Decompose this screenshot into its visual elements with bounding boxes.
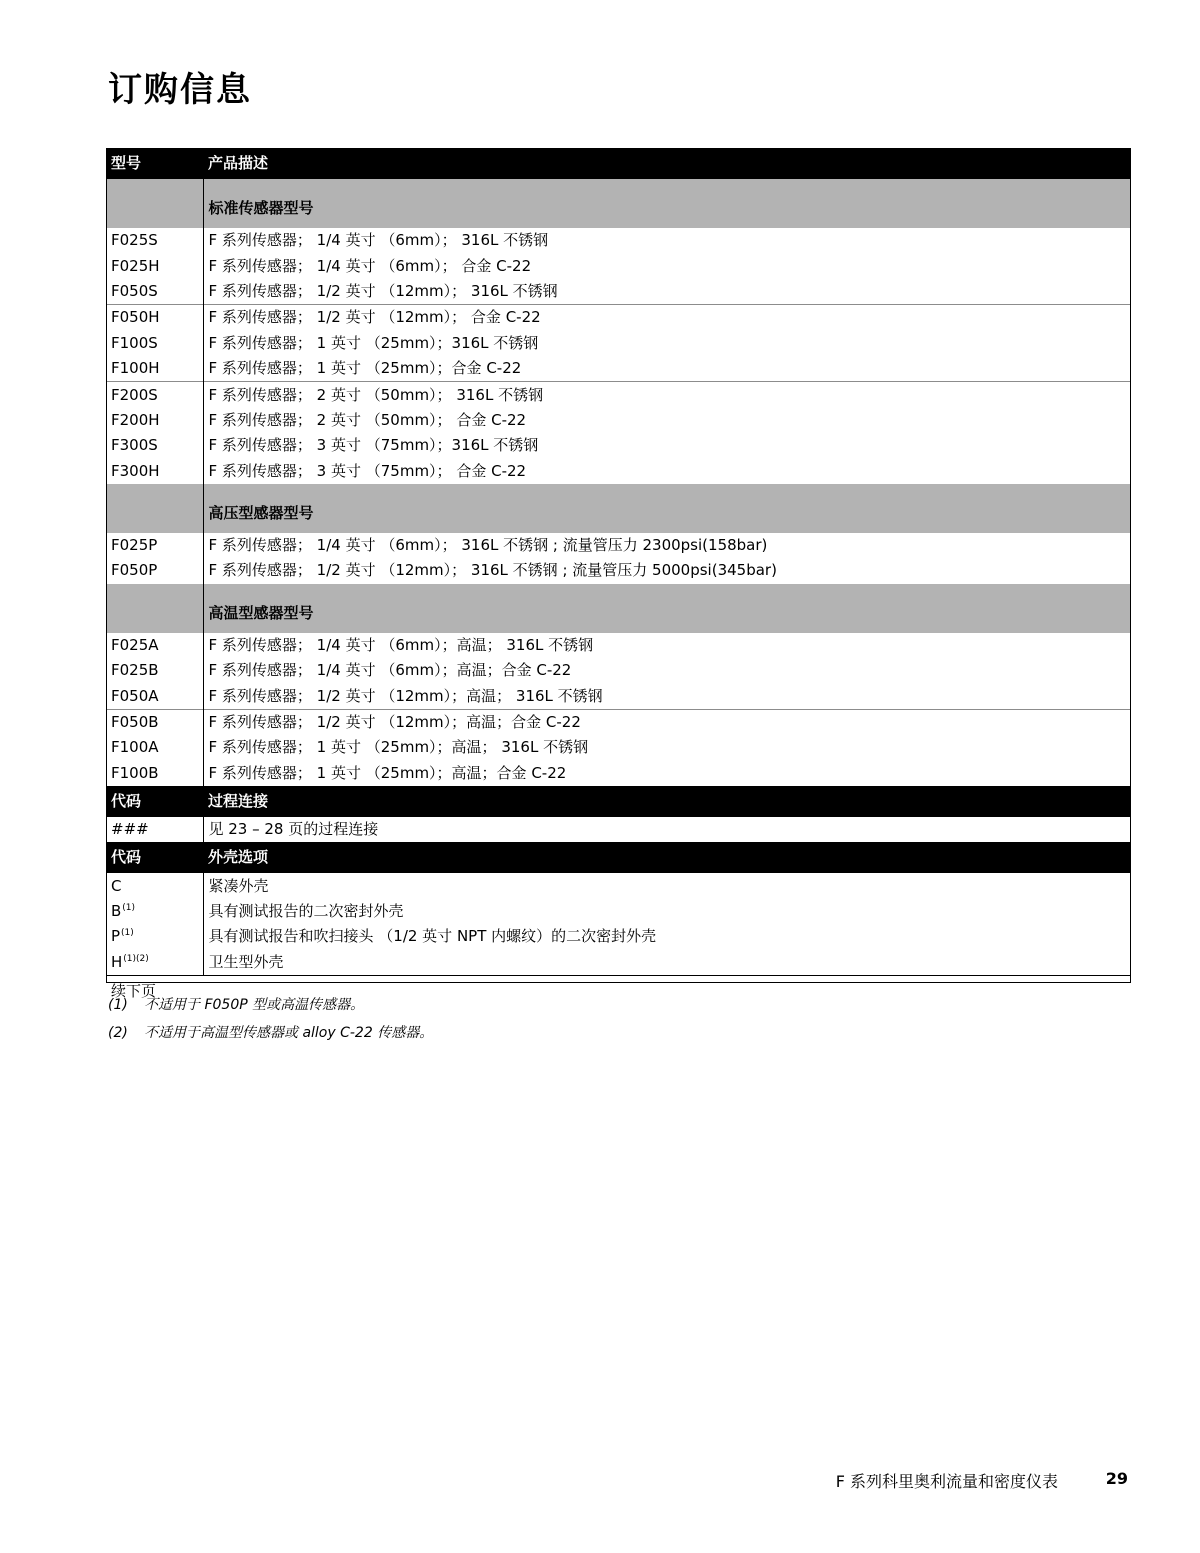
table-row [106,761,1131,786]
group-heading-row [106,584,1131,633]
header-model: 型号 [106,148,203,179]
table-row [106,331,1131,356]
housing-code-cell [106,873,203,898]
group-heading: 标准传感器型号 [203,179,1131,228]
housing-code-cell [106,899,203,924]
model-code: F200S [106,382,203,408]
model-description: F 系列传感器； 3 英寸 （75mm）；316L 不锈钢 [208,436,539,455]
model-code: F300H [106,459,203,484]
model-description: F 系列传感器； 2 英寸 （50mm）； 316L 不锈钢 [203,382,1131,408]
footnote-number: (1) [108,997,128,1013]
process-code: ### [106,817,203,842]
model-code: F050H [106,305,203,331]
table-row [106,873,1131,898]
table-row [106,709,1131,735]
model-code: F025S [106,228,203,253]
model-description: F 系列传感器； 1/4 英寸 （6mm）；高温； 316L 不锈钢 [208,635,594,654]
housing-code: P [111,927,121,946]
model-description: F 系列传感器； 1/2 英寸 （12mm）； 316L 不锈钢 ; 流量管压力 5000psi(345bar) [208,561,777,580]
header-code: 代码 [106,786,203,817]
housing-description: 卫生型外壳 [208,952,284,971]
header-description: 产品描述 [203,148,1131,179]
housing-header-row [106,842,1131,873]
table-row [106,459,1131,484]
page-number: 29 [1105,1469,1128,1488]
header-housing-options: 外壳选项 [203,842,1131,873]
model-code: F025H [106,253,203,278]
model-description: F 系列传感器； 1/4 英寸 （6mm）； 316L 不锈钢 ; 流量管压力 2300psi(158bar) [208,536,768,555]
footnote-ref: (1) [121,928,134,939]
model-code: F025A [106,633,203,658]
model-description: F 系列传感器； 1/2 英寸 （12mm）；高温；合金 C-22 [203,709,1131,735]
table-row [106,253,1131,278]
table-row [106,683,1131,709]
group-heading: 高温型感器型号 [203,584,1131,633]
model-code: F200H [106,408,203,433]
model-code: F100H [106,356,203,382]
model-description: F 系列传感器； 1/2 英寸 （12mm）； 316L 不锈钢 [208,281,558,300]
model-code: F100A [106,735,203,760]
model-description: F 系列传感器； 3 英寸 （75mm）； 合金 C-22 [208,461,527,480]
table-row [106,924,1131,949]
model-description: F 系列传感器； 1 英寸 （25mm）；高温；合金 C-22 [208,763,567,782]
model-code: F025P [106,533,203,558]
footer-title: F 系列科里奥利流量和密度仪表 [835,1472,1058,1491]
header-process-connection: 过程连接 [203,786,1131,817]
page-title: 订购信息 [108,70,252,110]
group-heading-row [106,484,1131,533]
table-row [106,817,1131,842]
footnote-ref: (1) [122,903,136,913]
ordering-table [106,148,1131,1007]
model-code: F025B [106,658,203,683]
model-code: F050B [106,709,203,735]
footnote [108,994,364,1014]
table-row [106,558,1131,583]
table-row [106,533,1131,558]
group-heading: 高压型感器型号 [203,484,1131,533]
table-row [106,433,1131,458]
footnote-ref: (1)(2) [123,953,149,964]
table-row [106,279,1131,305]
model-description: F 系列传感器； 1/4 英寸 （6mm）； 合金 C-22 [208,256,532,275]
process-description: 见 23 – 28 页的过程连接 [208,820,379,839]
table-row [106,408,1131,433]
table-row [106,950,1131,976]
footnote-text: 不适用于 F050P 型或高温传感器。 [144,997,365,1013]
housing-description: 具有测试报告和吹扫接头 （1/2 英寸 NPT 内螺纹）的二次密封外壳 [208,927,657,946]
housing-code: B [111,902,122,920]
model-code: F100B [106,761,203,786]
model-description: F 系列传感器； 1/4 英寸 （6mm）；高温；合金 C-22 [208,661,572,680]
table-row [106,356,1131,382]
model-description: F 系列传感器； 1 英寸 （25mm）；316L 不锈钢 [208,333,539,352]
footnote-text: 不适用于高温型传感器或 alloy C-22 传感器。 [144,1025,434,1041]
model-description: F 系列传感器； 1/2 英寸 （12mm）； 合金 C-22 [203,305,1131,331]
housing-description: 具有测试报告的二次密封外壳 [208,902,404,920]
table-row [106,305,1131,331]
model-code: F300S [106,433,203,458]
housing-description: 紧凑外壳 [208,876,269,895]
housing-code-cell [106,924,203,949]
housing-code-cell [106,950,203,976]
housing-code: H [111,952,123,971]
model-code: F050A [106,683,203,709]
group-heading-row [106,179,1131,228]
table-row [106,382,1131,408]
footnote [108,1022,433,1042]
table-row [106,658,1131,683]
continued-note: 续下页 [106,975,1131,1007]
footnote-number: (2) [108,1025,128,1041]
model-description: F 系列传感器； 2 英寸 （50mm）； 合金 C-22 [208,410,527,429]
model-code: F100S [106,331,203,356]
model-code: F050P [106,558,203,583]
housing-code: C [111,876,122,895]
process-header-row [106,786,1131,817]
table-row [106,228,1131,253]
table-header-row [106,148,1131,179]
table-row [106,735,1131,760]
header-code: 代码 [106,842,203,873]
table-row [106,899,1131,924]
model-description: F 系列传感器； 1 英寸 （25mm）；高温； 316L 不锈钢 [208,738,589,757]
model-code: F050S [106,279,203,305]
table-row [106,633,1131,658]
model-description: F 系列传感器； 1 英寸 （25mm）；合金 C-22 [208,359,522,378]
model-description: F 系列传感器； 1/4 英寸 （6mm）； 316L 不锈钢 [208,231,549,250]
model-description: F 系列传感器； 1/2 英寸 （12mm）；高温； 316L 不锈钢 [208,686,603,705]
